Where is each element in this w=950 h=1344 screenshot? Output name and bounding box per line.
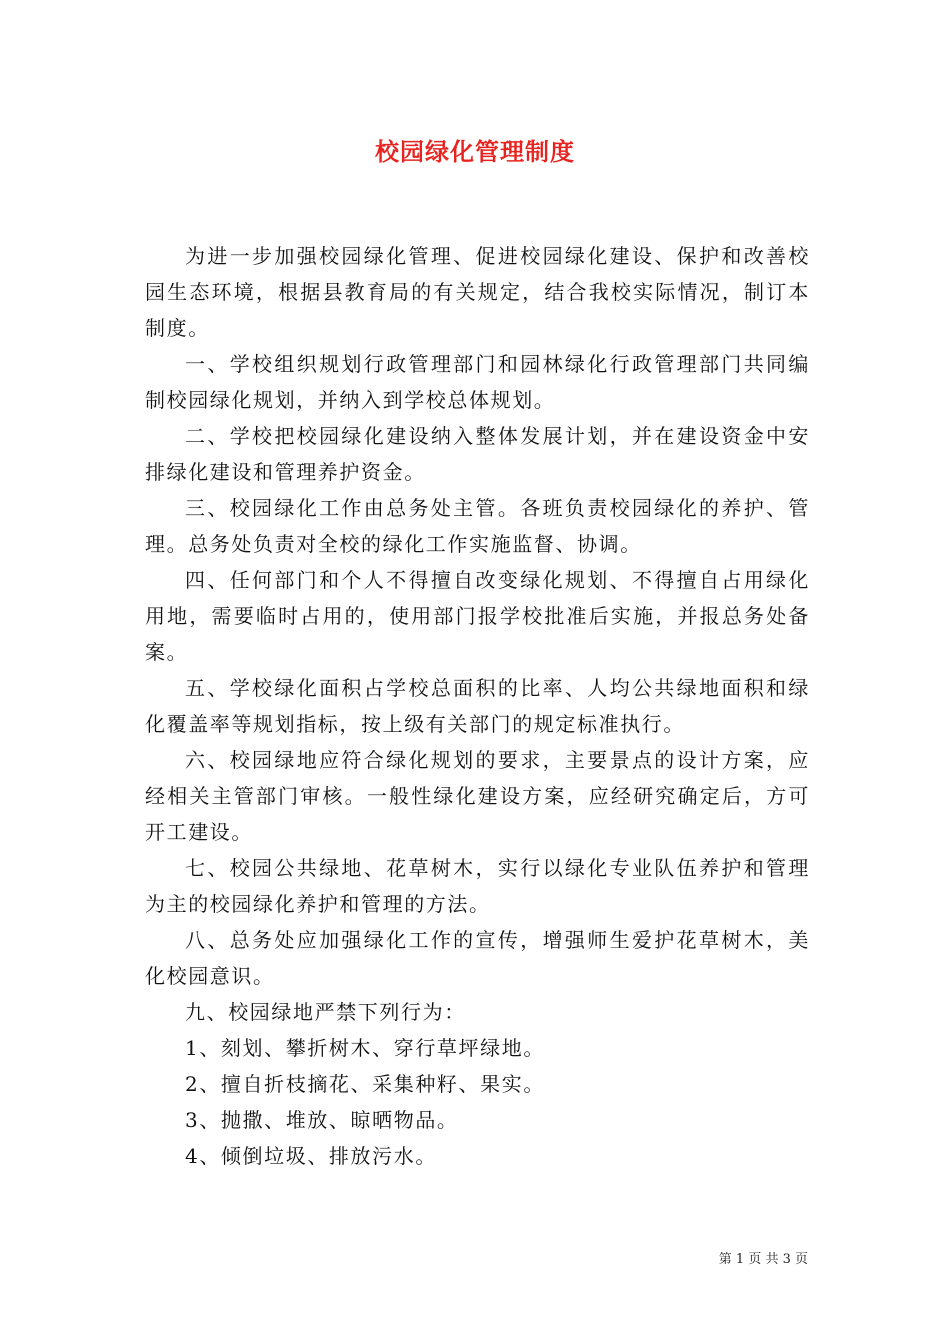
prohibited-item-4: 4、倾倒垃圾、排放污水。 <box>185 1144 437 1168</box>
document-title: 校园绿化管理制度 <box>375 137 575 166</box>
paragraph-item-5: 五、学校绿化面积占学校总面积的比率、人均公共绿地面积和绿化覆盖率等规划指标，按上级有关部门的规定标准执行。 <box>145 676 810 736</box>
document-body <box>145 238 810 1174</box>
paragraph-item-2: 二、学校把校园绿化建设纳入整体发展计划，并在建设资金中安排绿化建设和管理养护资金。 <box>145 424 810 484</box>
prohibited-item-2: 2、擅自折枝摘花、采集种籽、果实。 <box>185 1072 545 1096</box>
paragraph-item-7: 七、校园公共绿地、花草树木，实行以绿化专业队伍养护和管理为主的校园绿化养护和管理的方法。 <box>145 856 810 916</box>
page-number: 第 1 页 共 3 页 <box>718 1252 808 1267</box>
prohibited-item-1: 1、刻划、攀折树木、穿行草坪绿地。 <box>185 1036 545 1060</box>
paragraph-item-6: 六、校园绿地应符合绿化规划的要求，主要景点的设计方案，应经相关主管部门审核。一般性绿化建设方案，应经研究确定后，方可开工建设。 <box>145 748 810 844</box>
paragraph-item-8: 八、总务处应加强绿化工作的宣传，增强师生爱护花草树木，美化校园意识。 <box>145 928 810 988</box>
paragraph-item-9: 九、校园绿地严禁下列行为： <box>185 1000 466 1024</box>
prohibited-item-3: 3、抛撒、堆放、晾晒物品。 <box>185 1108 459 1132</box>
paragraph-intro: 为进一步加强校园绿化管理、促进校园绿化建设、保护和改善校园生态环境，根据县教育局的有关规定，结合我校实际情况，制订本制度。 <box>145 244 810 340</box>
paragraph-item-3: 三、校园绿化工作由总务处主管。各班负责校园绿化的养护、管理。总务处负责对全校的绿化工作实施监督、协调。 <box>145 496 810 556</box>
paragraph-item-4: 四、任何部门和个人不得擅自改变绿化规划、不得擅自占用绿化用地，需要临时占用的，使用部门报学校批准后实施，并报总务处备案。 <box>145 568 810 664</box>
paragraph-item-1: 一、学校组织规划行政管理部门和园林绿化行政管理部门共同编制校园绿化规划，并纳入到学校总体规划。 <box>145 352 810 412</box>
